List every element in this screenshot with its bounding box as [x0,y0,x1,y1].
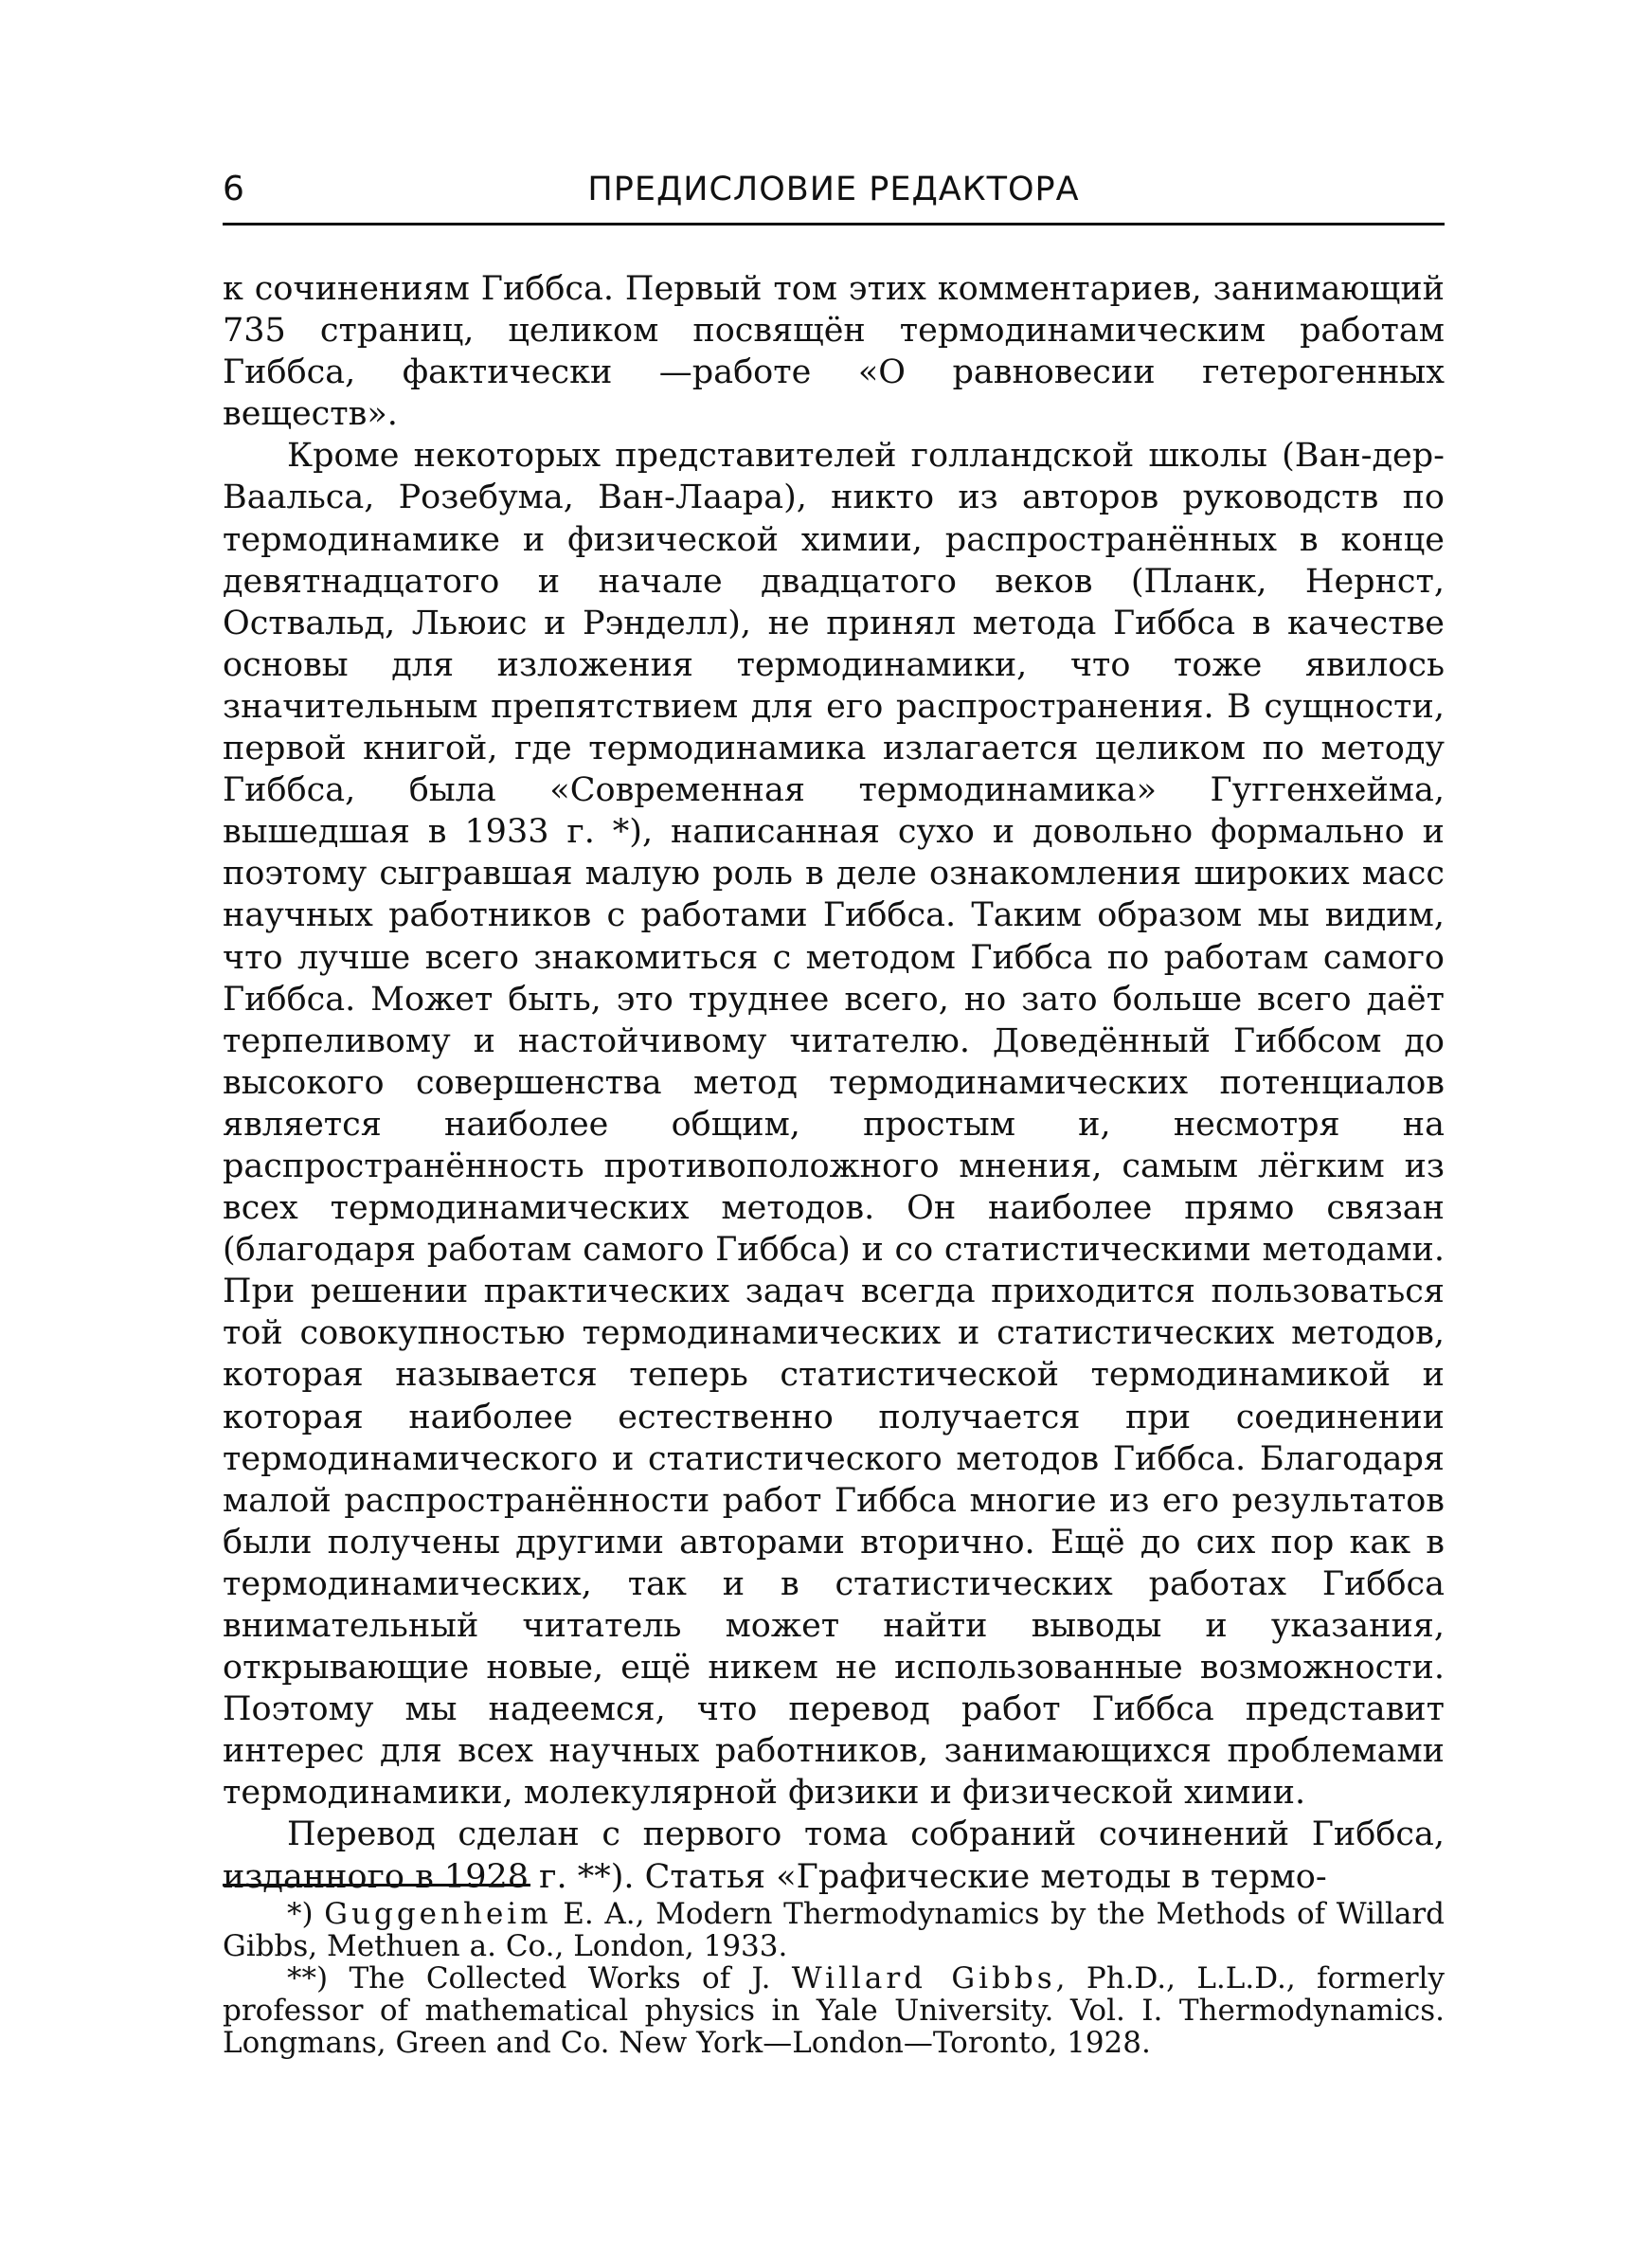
body-paragraph: Кроме некоторых представителей голландской школы (Ван-дер-Ваальса, Розебума, Ван-Лаара), никто из авторов руководств по термодинамике и физической химии, распространённых в конце девятнадцатого и начале двадцатого веков (Планк, Нернст, Оствальд, Льюис и Рэнделл), не принял метода Гиббса в качестве основы для изложения термодинамики, что тоже явилось значительным препятствием для его распространения. В сущности, первой книгой, где термодинамика излагается целиком по методу Гиббса, была «Современная термодинамика» Гуггенхейма, вышедшая в 1933 г. *), написанная сухо и довольно формально и поэтому сыгравшая малую роль в деле ознакомления широких масс научных работников с работами Гиббса. Таким образом мы видим, что лучше всего знакомиться с методом Гиббса по работам самого Гиббса. Может быть, это труднее всего, но зато больше всего даёт терпеливому и настойчивому читателю. Доведённый Гиббсом до высокого совершенства метод термодинамических потенциалов является наиболее общим, простым и, несмотря на распространённость противоположного мнения, самым лёгким из всех термодинамических методов. Он наиболее прямо связан (благодаря работам самого Гиббса) и со статистическими методами. При решении практических задач всегда приходится пользоваться той совокупностью термодинамических и статистических методов, которая называется теперь статистической термодинамикой и которая наиболее естественно получается при соединении термодинамического и статистического методов Гиббса. Благодаря малой распространённости работ Гиббса многие из его результатов были получены другими авторами вторично. Ещё до сих пор как в термодинамических, так и в статистических работах Гиббса внимательный читатель может найти выводы и указания, открывающие новые, ещё никем не использованные возможности. Поэтому мы надеемся, что перевод работ Гиббса представит интерес для всех научных работников, занимающихся проблемами термодинамики, молекулярной физики и физической химии. [223,437,1445,1813]
footnote-text: E. A., Modern Thermodynamics by the Methods of Willard Gibbs, Methuen a. Co., London, 1933. [223,1897,1446,1963]
footnote-marker: *) [287,1897,314,1931]
body-paragraph: к сочинениям Гиббса. Первый том этих комментариев, занимающий 735 страниц, целиком посвящён термодинамическим работам Гиббса, фактически —работе «О равновесии гетерогенных веществ». [223,270,1445,434]
page-number: 6 [223,170,244,208]
footnote-marker: **) [287,1961,329,1995]
book-page [223,166,1446,2060]
footnote-text: , Ph.D., L.L.D., formerly professor of mathematical physics in Yale University. Vol. I. Thermodynamics. Longmans, Green and Co. New York—London—Toronto, 1928. [223,1961,1445,2060]
running-title: ПРЕДИСЛОВИЕ РЕДАКТОРА [587,171,1080,208]
main-text [223,268,1445,1898]
footnote [223,1962,1445,2059]
body-paragraph: Перевод сделан с первого тома собраний сочинений Гиббса, изданного в 1928 г. **). Статья «Графические методы в термо- [223,1815,1445,1896]
page-header [223,166,1445,213]
footnote-rule [223,1884,530,1887]
footnotes [223,1898,1445,2059]
footnote-text: The Collected Works of J. [328,1961,792,1995]
footnote [223,1898,1445,1962]
footnote-author: Guggenheim [324,1897,552,1931]
footnote-author: Willard Gibbs [791,1961,1056,1995]
header-rule [223,223,1445,226]
